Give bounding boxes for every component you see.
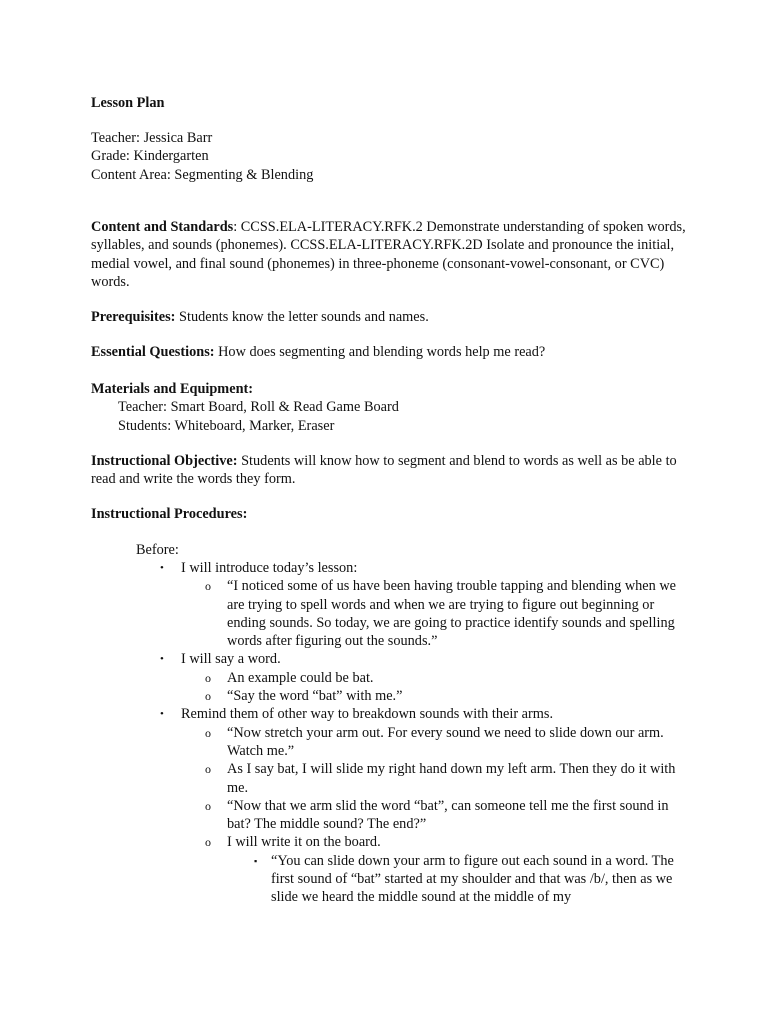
- materials-teacher: Teacher: Smart Board, Roll & Read Game Board: [118, 399, 399, 416]
- standards-text: : CCSS.ELA-LITERACY.RFK.2 Demonstrate understanding of spoken words, syllables, and sounds (phonemes). CCSS.ELA-LITERACY.RFK.2D Isolate and pronounce the initial, medial vowel, and final sound (phonemes) in three-phoneme (consonant-vowel-consonant, or CVC) words.: [91, 219, 686, 290]
- list-item: [91, 760, 691, 797]
- list-item: [91, 705, 691, 723]
- objective-label: Instructional Objective:: [91, 453, 238, 469]
- circle-marker: o: [205, 835, 211, 850]
- circle-marker: o: [205, 579, 211, 594]
- list-item: [91, 724, 691, 761]
- list-item-text: I will introduce today’s lesson:: [181, 560, 358, 576]
- list-item-text: I will write it on the board.: [227, 834, 381, 851]
- procedures-before-label: Before:: [136, 542, 179, 558]
- list-item-text: “You can slide down your arm to figure out each sound in a word. The first sound of “bat” started at my shoulder and that was /b/, then as we slide we heard the middle sound at the middle of my: [271, 852, 674, 906]
- essential-questions-label: Essential Questions:: [91, 344, 215, 360]
- grade-line: Grade: Kindergarten: [91, 148, 209, 165]
- document-title: Lesson Plan: [91, 95, 165, 111]
- teacher-line: Teacher: Jessica Barr: [91, 130, 213, 146]
- list-item-text: I will say a word.: [181, 651, 281, 668]
- circle-marker: o: [205, 689, 211, 704]
- list-item: [91, 687, 691, 705]
- standards-label: Content and Standards: [91, 219, 234, 235]
- procedures-heading: Instructional Procedures:: [91, 506, 248, 522]
- objective-section: [91, 452, 691, 489]
- circle-marker: o: [205, 670, 211, 685]
- list-item: [91, 797, 691, 834]
- circle-marker: o: [205, 725, 211, 740]
- list-item-text: “Say the word “bat” with me.”: [227, 688, 403, 705]
- objective-text: Students will know how to segment and blend to words as well as be able to read and write the words they form.: [91, 453, 677, 488]
- content-area-line: Content Area: Segmenting & Blending: [91, 166, 314, 183]
- prerequisites-label: Prerequisites:: [91, 309, 176, 325]
- list-item: [91, 577, 691, 650]
- list-item: [91, 669, 691, 687]
- prerequisites-text: Students know the letter sounds and names.: [175, 309, 429, 325]
- essential-questions-section: [91, 343, 691, 361]
- list-item: [91, 833, 691, 851]
- list-item-text: Remind them of other way to breakdown sounds with their arms.: [181, 706, 554, 723]
- list-item: [91, 852, 691, 907]
- square-marker: ▪: [254, 855, 258, 866]
- materials-label: Materials and Equipment:: [91, 381, 254, 397]
- content-standards-section: [91, 218, 691, 291]
- materials-students: Students: Whiteboard, Marker, Eraser: [118, 417, 335, 434]
- bullet-marker: •: [160, 708, 164, 721]
- essential-questions-text: How does segmenting and blending words help me read?: [214, 344, 546, 360]
- list-item-text: An example could be bat.: [227, 669, 374, 686]
- list-item-text: “Now stretch your arm out. For every sound we need to slide down our arm. Watch me.”: [227, 724, 664, 759]
- list-item-text: As I say bat, I will slide my right hand down my left arm. Then they do it with me.: [227, 761, 676, 796]
- list-item: [91, 559, 691, 577]
- bullet-marker: •: [160, 653, 164, 666]
- bullet-marker: •: [160, 562, 164, 574]
- list-item-text: “Now that we arm slid the word “bat”, can someone tell me the first sound in bat? The middle sound? The end?”: [227, 797, 669, 833]
- list-item: [91, 650, 691, 668]
- procedures-list: [91, 559, 691, 907]
- lesson-header: [91, 129, 691, 184]
- materials-section: [91, 380, 691, 435]
- circle-marker: o: [205, 798, 211, 813]
- circle-marker: o: [205, 762, 211, 777]
- prerequisites-section: [91, 308, 691, 326]
- list-item-text: “I noticed some of us have been having trouble tapping and blending when we are trying to spell words and when we are trying to figure out beginning or ending sounds. So today, we are going to practice identify sounds and spelling words after figuring out the sounds.”: [227, 578, 677, 650]
